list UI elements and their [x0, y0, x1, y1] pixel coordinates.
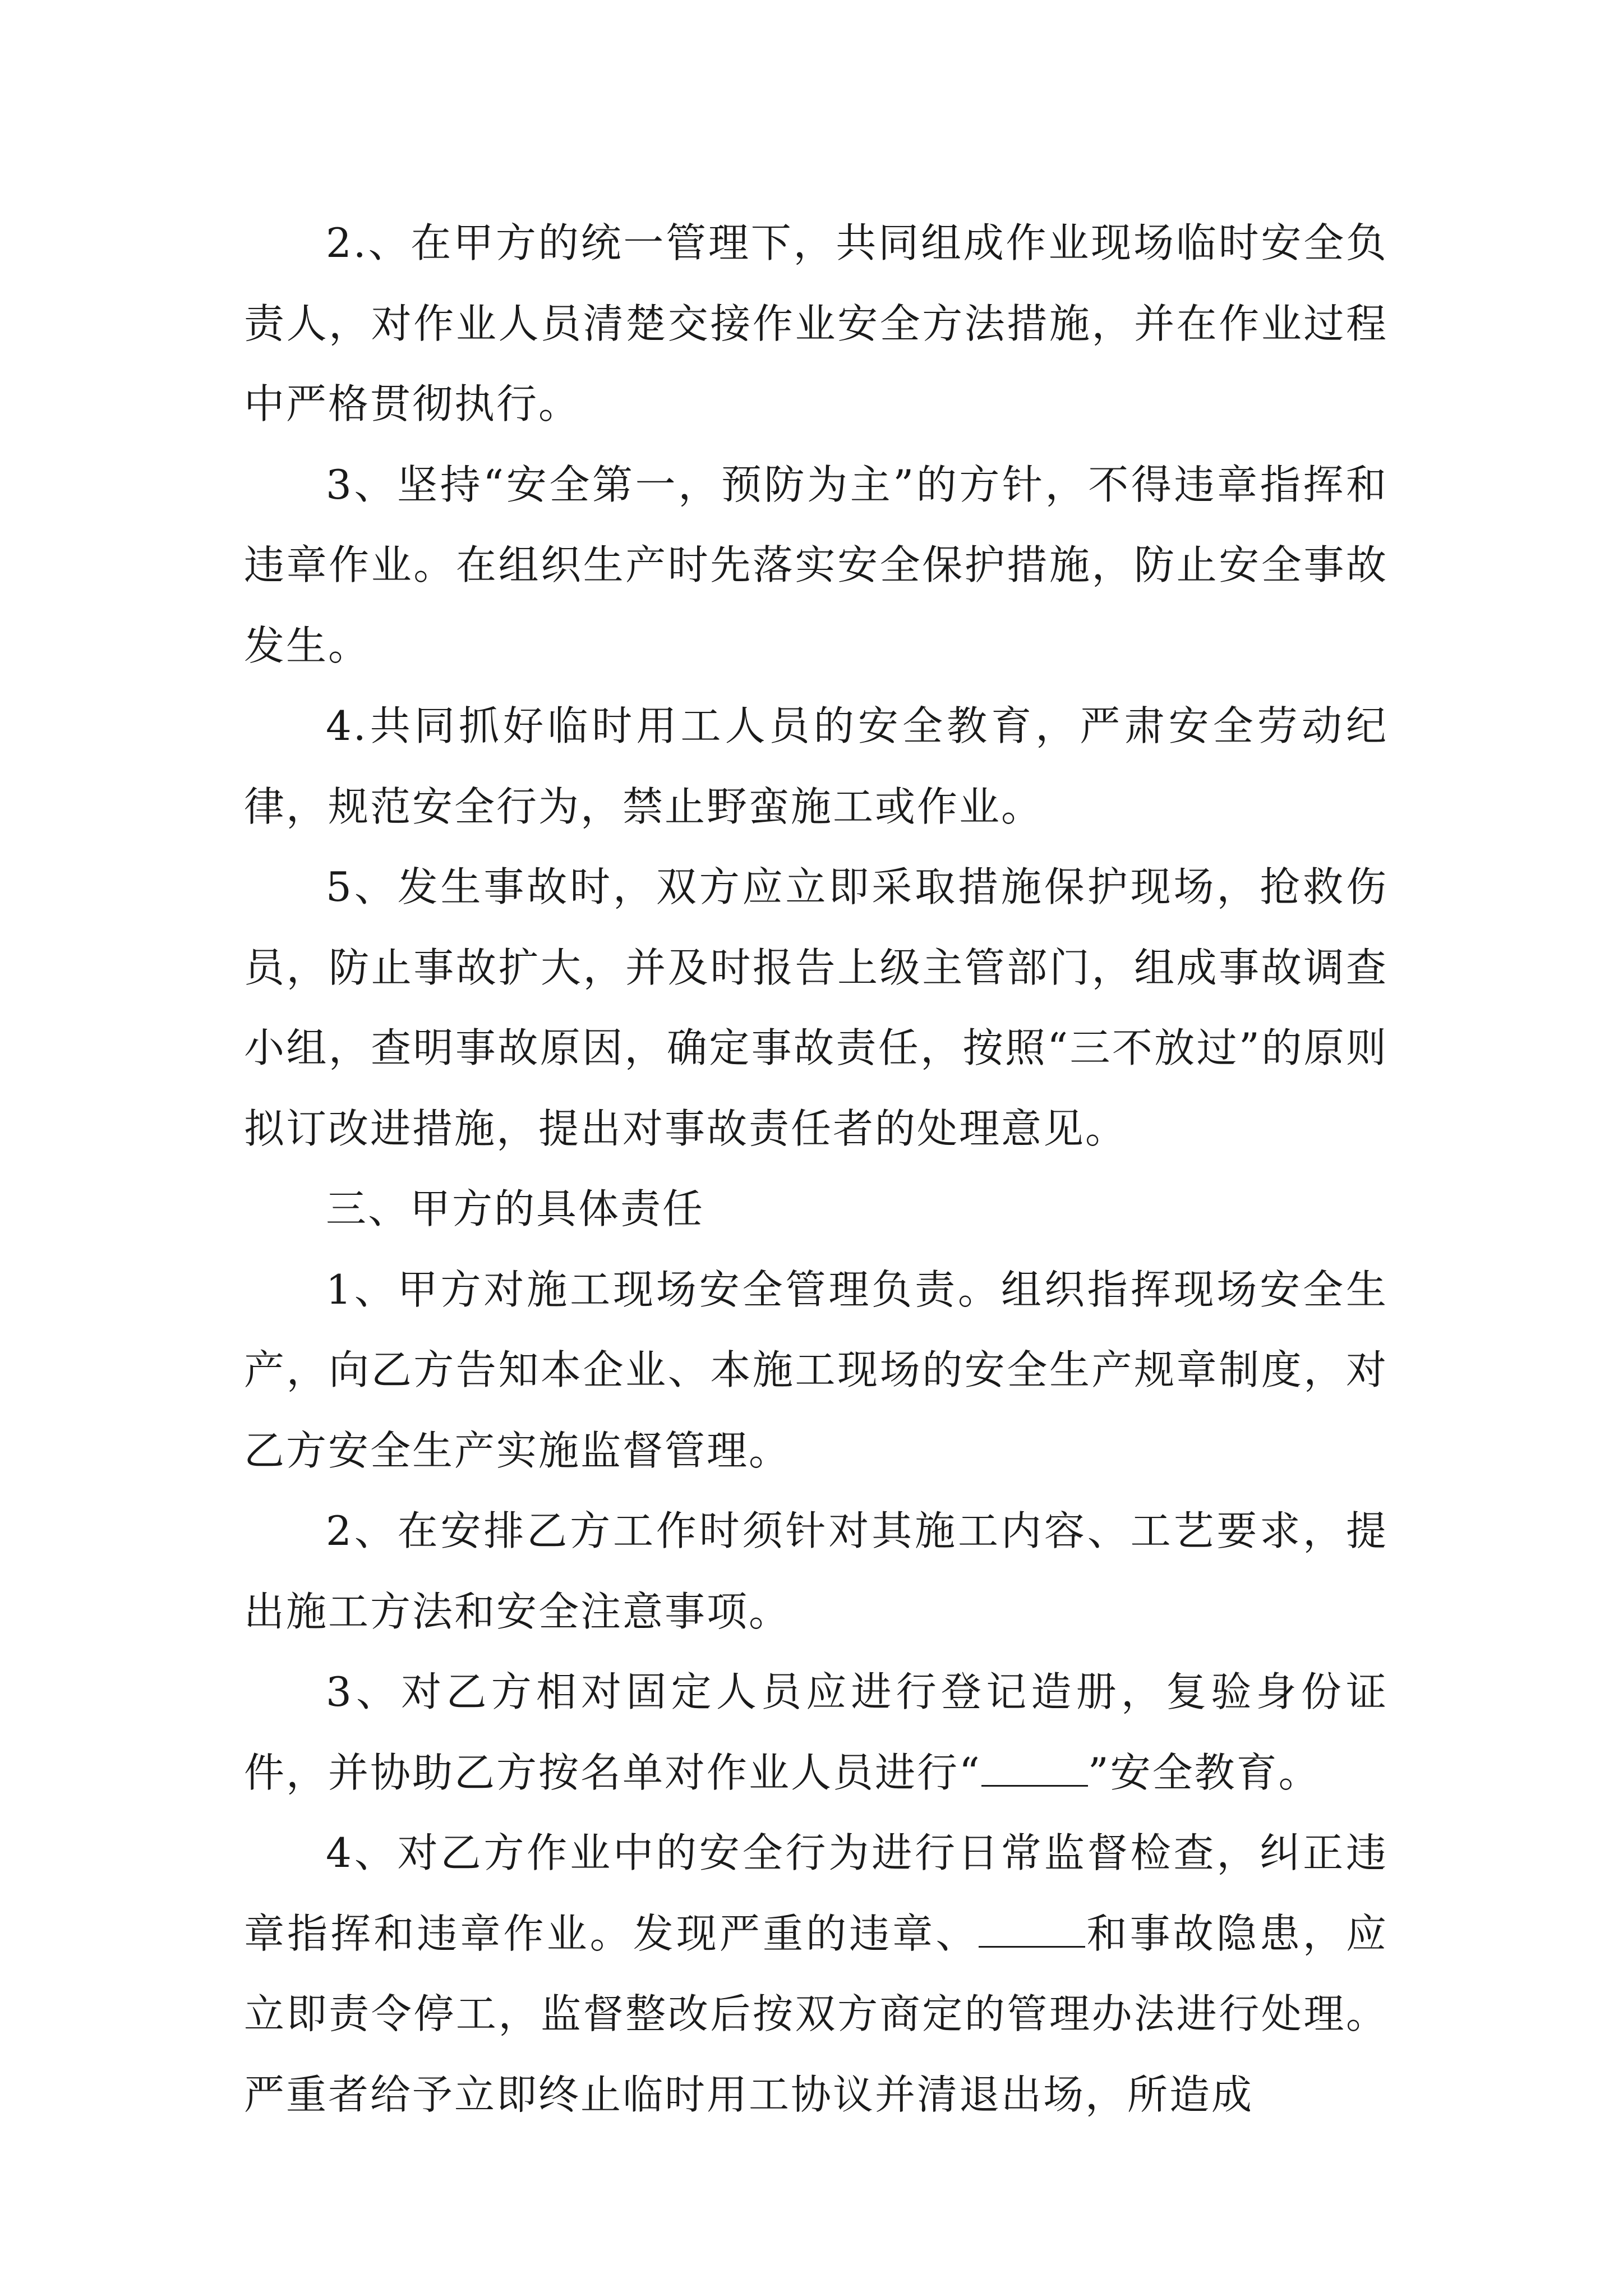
paragraph-a2-work-arrangement	[244, 1491, 1388, 1652]
paragraph-text: 和事故隐患，应立即责令停工，监督整改后按双方商定的管理办法进行处理。严重者给予立即终止临时用工协议并清退出场，所造成	[244, 1910, 1388, 2118]
paragraph-3-safety-first	[244, 445, 1388, 687]
paragraph-a4-supervision	[244, 1813, 1388, 2135]
paragraph-text: 5、发生事故时，双方应立即采取措施保护现场，抢救伤员，防止事故扩大，并及时报告上级主管部门，组成事故调查小组，查明事故原因，确定事故责任，按照“三不放过”的原则拟订改进措施，提出对事故责任者的处理意见。	[244, 863, 1388, 1152]
paragraph-text: 2.、在甲方的统一管理下，共同组成作业现场临时安全负责人，对作业人员清楚交接作业安全方法措施，并在作业过程中严格贯彻执行。	[244, 219, 1388, 427]
paragraph-2-joint-site-safety	[244, 203, 1388, 445]
paragraph-text: 1、甲方对施工现场安全管理负责。组织指挥现场安全生产，向乙方告知本企业、本施工现场的安全生产规章制度，对乙方安全生产实施监督管理。	[244, 1266, 1388, 1474]
paragraph-text: ”安全教育。	[1087, 1749, 1321, 1796]
paragraph-a1-site-management	[244, 1250, 1388, 1492]
paragraph-a3-registration	[244, 1652, 1388, 1813]
paragraph-text: 4、对乙方作业中的安全行为进行日常监督检查，纠正违章指挥和违章作业。发现严重的违章、	[244, 1829, 1388, 1957]
paragraph-text: 3、对乙方相对固定人员应进行登记造册，复验身份证件，并协助乙方按名单对作业人员进行“	[244, 1668, 1388, 1796]
paragraph-text: 3、坚持“安全第一，预防为主”的方针，不得违章指挥和违章作业。在组织生产时先落实安全保护措施，防止安全事故发生。	[244, 461, 1388, 669]
paragraph-text: 2、在安排乙方工作时须针对其施工内容、工艺要求，提出施工方法和安全注意事项。	[244, 1507, 1388, 1635]
section-heading-party-a-responsibilities	[244, 1169, 1388, 1250]
fill-in-blank[interactable]	[979, 1910, 1085, 1948]
paragraph-text: 4.共同抓好临时用工人员的安全教育，严肃安全劳动纪律，规范安全行为，禁止野蛮施工或作业。	[244, 702, 1388, 830]
document-body	[244, 203, 1388, 2135]
section-heading-text: 三、甲方的具体责任	[326, 1185, 705, 1232]
paragraph-4-temp-worker-education	[244, 686, 1388, 847]
fill-in-blank[interactable]	[981, 1749, 1088, 1787]
paragraph-5-accident-response	[244, 847, 1388, 1169]
